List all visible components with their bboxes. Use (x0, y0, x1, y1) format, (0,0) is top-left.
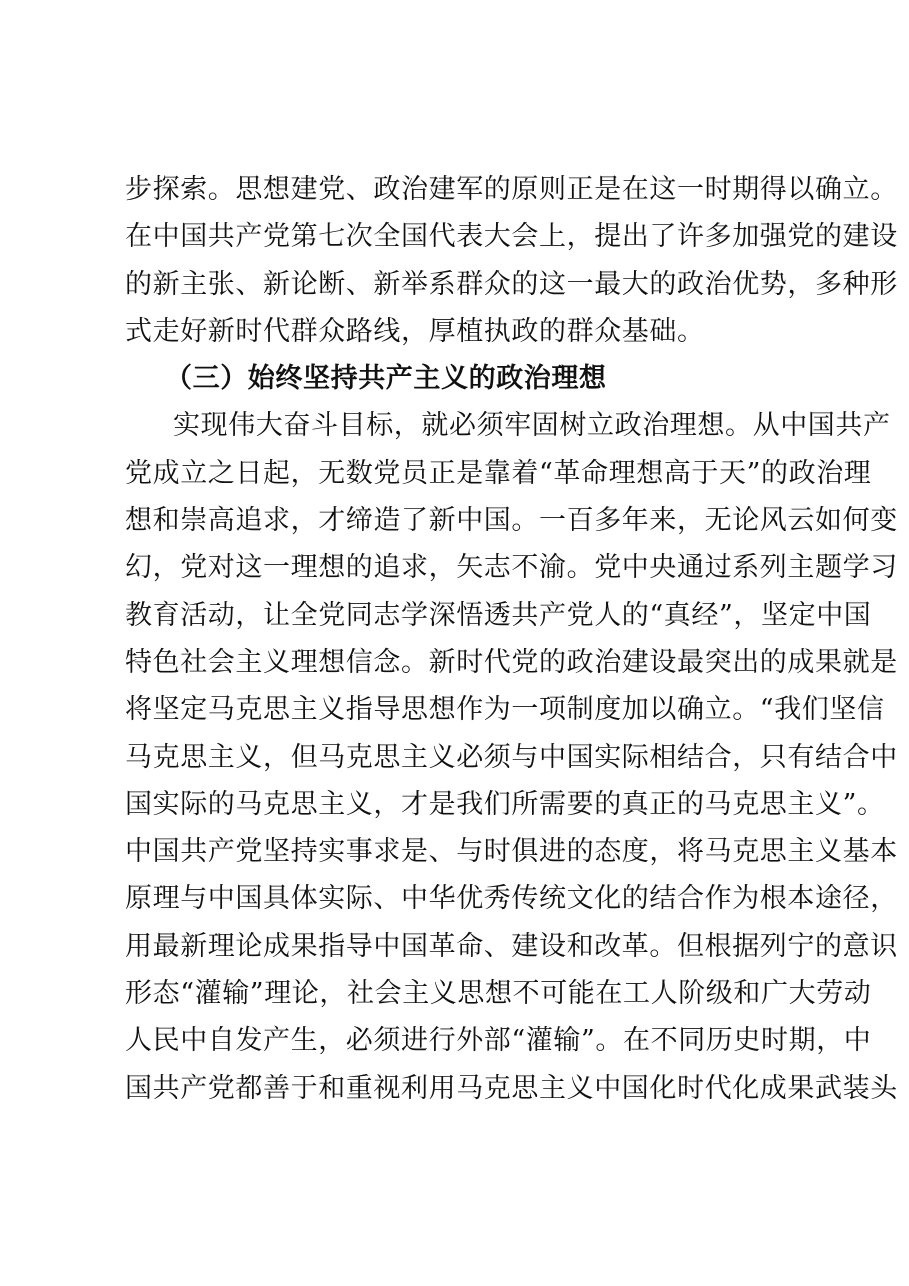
text-line: 教育活动，让全党同志学深悟透共产党人的“真经”，坚定中国 (125, 599, 872, 631)
text-line: 的新主张、新论断、新举系群众的这一最大的政治优势，多种形 (125, 268, 898, 300)
text-line: 式走好新时代群众路线，厚植执政的群众基础。 (125, 315, 705, 347)
text-line: 步探索。思想建党、政治建军的原则正是在这一时期得以确立。 (125, 174, 898, 205)
text-line: 国共产党都善于和重视利用马克思主义中国化时代化成果武装头 (125, 1072, 898, 1104)
text-line: 想和崇高追求，才缔造了新中国。一百多年来，无论风云如何变 (125, 505, 898, 537)
paragraph-2 (125, 402, 898, 1111)
text-line: 国实际的马克思主义，才是我们所需要的真正的马克思主义”。 (125, 788, 885, 820)
text-line: 在中国共产党第七次全国代表大会上，提出了许多加强党的建设 (125, 221, 898, 253)
text-line: 党成立之日起，无数党员正是靠着“革命理想高于天”的政治理 (125, 457, 872, 489)
text-line: 人民中自发产生，必须进行外部“灌输”。在不同历史时期，中 (125, 1025, 872, 1057)
text-line: 原理与中国具体实际、中华优秀传统文化的结合作为根本途径， (125, 883, 898, 915)
text-line: 幻，党对这一理想的追求，矢志不渝。党中央通过系列主题学习 (125, 552, 898, 584)
document-body (125, 166, 898, 1112)
text-line: 中国共产党坚持实事求是、与时俱进的态度，将马克思主义基本 (125, 836, 898, 868)
section-heading: （三）始终坚持共产主义的政治理想 (165, 363, 607, 395)
text-line: 将坚定马克思主义指导思想作为一项制度加以确立。“我们坚信 (125, 694, 885, 726)
text-line: 实现伟大奋斗目标，就必须牢固树立政治理想。从中国共产 (173, 410, 891, 442)
paragraph-1 (125, 166, 898, 355)
text-line: 马克思主义，但马克思主义必须与中国实际相结合，只有结合中 (125, 741, 898, 773)
text-line: 用最新理论成果指导中国革命、建设和改革。但根据列宁的意识 (125, 930, 898, 962)
text-line: 特色社会主义理想信念。新时代党的政治建设最突出的成果就是 (125, 646, 898, 678)
text-line: 形态“灌输”理论，社会主义思想不可能在工人阶级和广大劳动 (125, 978, 872, 1010)
